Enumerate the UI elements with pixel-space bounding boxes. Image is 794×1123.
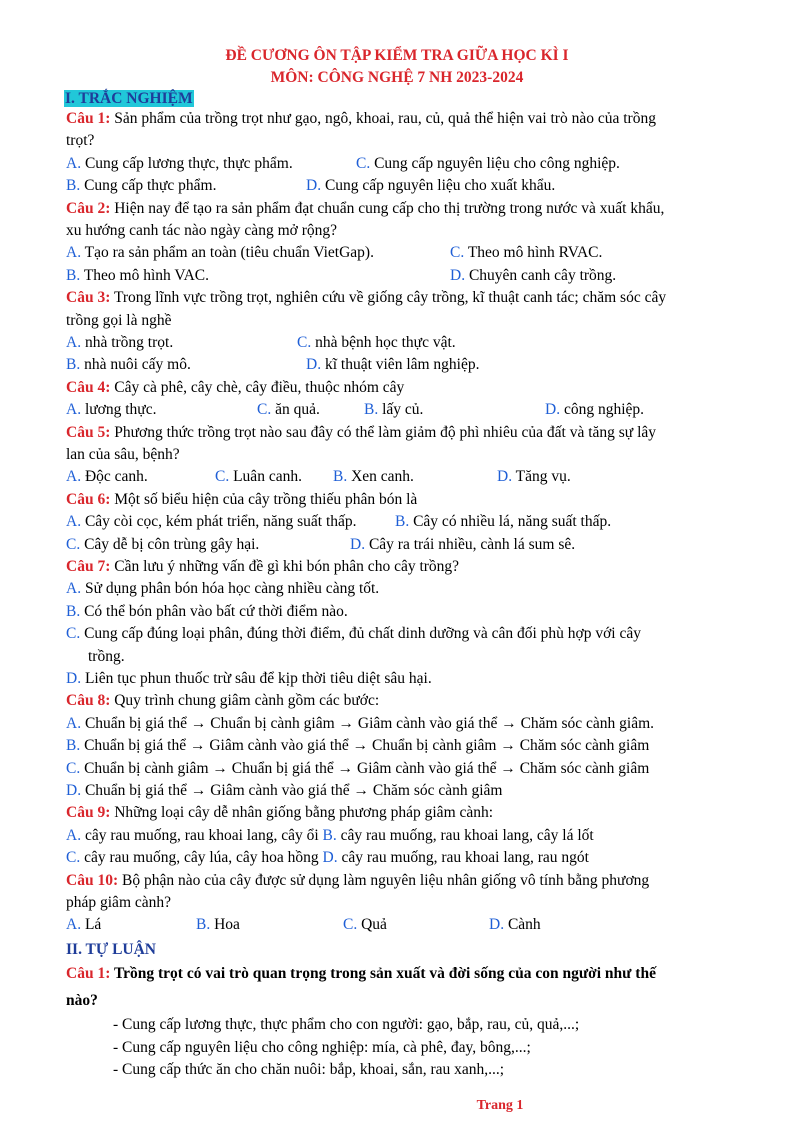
option-text: Có thể bón phân vào bất cứ thời điểm nào. <box>80 602 348 620</box>
option-letter: A. <box>66 916 82 934</box>
option-text: Chuẩn bị cành giâm → Chuẩn bị giá thể → Giâm cành vào giá thể → Chăm sóc cành giâm <box>80 759 650 777</box>
option-letter: B. <box>66 602 81 620</box>
option-text: Cung cấp thực phẩm. <box>80 177 217 195</box>
question-2 <box>66 198 738 288</box>
question-number: Câu 5: <box>66 423 111 441</box>
question-3 <box>66 287 738 377</box>
option-text: nhà bệnh học thực vật. <box>311 334 456 351</box>
options-row <box>66 466 738 488</box>
option-letter: B. <box>66 177 81 195</box>
options-row <box>66 354 738 376</box>
option-letter: C. <box>215 468 230 486</box>
option-text: Lá <box>81 916 102 934</box>
option-text: Cây ra trái nhiều, cành lá sum sê. <box>365 535 576 553</box>
options-row <box>66 265 738 287</box>
option-letter: B. <box>196 916 211 934</box>
option-letter: A. <box>66 334 82 351</box>
option-text: Độc canh. <box>81 468 148 486</box>
options-row <box>66 914 738 936</box>
question-text-cont: nào? <box>66 992 98 1009</box>
question-text: Những loại cây dễ nhân giống bằng phương pháp giâm cành: <box>110 804 494 822</box>
question-text: Trong lĩnh vực trồng trọt, nghiên cứu về giống cây trồng, kĩ thuật canh tác; chăm sóc cây <box>110 289 667 307</box>
options-row <box>66 534 738 556</box>
question-number: Câu 8: <box>66 692 111 710</box>
option-text: Xen canh. <box>347 468 414 486</box>
answer-bullet: - Cung cấp lương thực, thực phẩm cho con người: gạo, bắp, rau, củ, quả,...; <box>113 1016 580 1033</box>
question-8 <box>66 690 738 802</box>
option-letter: D. <box>545 401 561 419</box>
option-letter: B. <box>66 266 81 284</box>
option-text: nhà trồng trọt. <box>81 334 174 351</box>
option-text: Luân canh. <box>229 468 302 486</box>
option-letter: A. <box>66 244 82 262</box>
question-text: Bộ phận nào của cây được sử dụng làm nguyên liệu nhân giống vô tính bằng phương <box>118 871 650 889</box>
option-letter: D. <box>322 849 338 867</box>
option-text: Theo mô hình VAC. <box>80 266 209 284</box>
option-text: Cung cấp lương thực, thực phẩm. <box>81 154 293 172</box>
page-footer <box>0 1095 794 1117</box>
option-letter: B. <box>66 737 81 755</box>
option-letter: A. <box>66 468 82 486</box>
option-text: Chuyên canh cây trồng. <box>465 266 617 284</box>
option-text: Cung cấp đúng loại phân, đúng thời điểm, đủ chất dinh dưỡng và cân đối phù hợp với cây <box>80 625 641 643</box>
question-7 <box>66 556 738 690</box>
option-text: lấy củ. <box>378 401 424 419</box>
option-letter: B. <box>395 513 410 531</box>
option-letter: C. <box>257 401 272 419</box>
option-text: Tăng vụ. <box>512 468 571 486</box>
question-1 <box>66 108 738 198</box>
option-letter: C. <box>343 916 358 934</box>
option-text: Liên tục phun thuốc trừ sâu để kịp thời tiêu diệt sâu hại. <box>81 670 432 687</box>
question-text-cont: trọt? <box>66 132 95 150</box>
option-text: Cây có nhiều lá, năng suất thấp. <box>409 513 612 531</box>
option-text: cây rau muống, rau khoai lang, cây ổi <box>81 826 323 844</box>
option-letter: D. <box>450 266 466 284</box>
question-text-cont: trồng gọi là nghề <box>66 311 172 329</box>
answer-bullet: - Cung cấp thức ăn cho chăn nuôi: bắp, khoai, sắn, rau xanh,...; <box>113 1061 505 1079</box>
section-heading-essay: II. TỰ LUẬN <box>66 941 157 958</box>
option-letter: D. <box>66 670 82 687</box>
document-title: ĐỀ CƯƠNG ÔN TẬP KIỂM TRA GIỮA HỌC KÌ I <box>225 47 569 64</box>
option-letter: D. <box>489 916 505 934</box>
option-letter: D. <box>306 356 322 374</box>
question-text: Phương thức trồng trọt nào sau đây có thể làm giảm độ phì nhiêu của đất và tăng sự lây <box>110 423 657 441</box>
options-row <box>66 399 738 421</box>
question-9 <box>66 802 738 869</box>
option-text: Tạo ra sản phẩm an toàn (tiêu chuẩn VietGap). <box>81 244 374 262</box>
question-number: Câu 9: <box>66 804 111 822</box>
option-letter: A. <box>66 826 82 844</box>
option-letter: D. <box>497 468 513 486</box>
option-text: Theo mô hình RVAC. <box>464 244 603 262</box>
option-letter: C. <box>66 625 81 643</box>
options-row <box>66 175 738 197</box>
option-letter: B. <box>322 826 337 844</box>
answer-bullets <box>113 1014 579 1082</box>
question-number: Câu 1: <box>66 965 111 982</box>
option-letter: A. <box>66 154 82 172</box>
question-6 <box>66 489 738 556</box>
question-text: Trồng trọt có vai trò quan trọng trong sản xuất và đời sống của con người như thế <box>110 965 656 982</box>
option-text: lương thực. <box>81 401 157 419</box>
questions-list <box>66 108 738 937</box>
option-text: Hoa <box>210 916 240 934</box>
option-text: Sử dụng phân bón hóa học càng nhiều càng tốt. <box>81 580 380 598</box>
option-letter: C. <box>356 154 371 172</box>
option-text: Chuẩn bị giá thể → Giâm cành vào giá thể → Chuẩn bị cành giâm → Chăm sóc cành giâm <box>80 737 650 755</box>
answer-bullet: - Cung cấp nguyên liệu cho công nghiệp: mía, cà phê, đay, bông,...; <box>113 1038 531 1056</box>
option-text: Cây còi cọc, kém phát triển, năng suất thấp. <box>81 513 357 531</box>
option-text: cây rau muống, rau khoai lang, rau ngót <box>337 849 589 867</box>
option-text: Cung cấp nguyên liệu cho xuất khẩu. <box>321 177 556 195</box>
option-letter: D. <box>350 535 366 553</box>
question-number: Câu 7: <box>66 557 111 575</box>
option-text: nhà nuôi cấy mô. <box>80 356 191 374</box>
question-number: Câu 10: <box>66 871 119 889</box>
option-letter: B. <box>364 401 379 419</box>
option-text: công nghiệp. <box>560 401 645 419</box>
option-text: ăn quả. <box>271 401 320 419</box>
option-letter: D. <box>66 782 82 800</box>
question-number: Câu 2: <box>66 199 111 217</box>
question-text: Cần lưu ý những vấn đề gì khi bón phân cho cây trồng? <box>110 557 460 575</box>
option-letter: B. <box>333 468 348 486</box>
option-text: cây rau muống, cây lúa, cây hoa hồng <box>80 849 323 867</box>
option-letter: D. <box>306 177 322 195</box>
question-text-cont: xu hướng canh tác nào ngày càng mở rộng? <box>66 222 337 239</box>
option-text: Chuẩn bị giá thể → Chuẩn bị cành giâm → Giâm cành vào giá thể → Chăm sóc cành giâm. <box>81 714 655 732</box>
option-text-cont: trồng. <box>88 647 125 665</box>
essay-question-1 <box>66 960 738 1014</box>
question-text: Sản phẩm của trồng trọt như gạo, ngô, khoai, rau, củ, quả thể hiện vai trò nào của trồng <box>110 110 656 127</box>
option-letter: C. <box>66 759 81 777</box>
options-row <box>66 153 738 175</box>
page-number: Trang 1 <box>476 1098 524 1113</box>
option-text: Quả <box>357 916 387 934</box>
option-letter: C. <box>297 334 312 351</box>
option-text: Chuẩn bị giá thể → Giâm cành vào giá thể → Chăm sóc cành giâm <box>81 782 503 800</box>
option-letter: B. <box>66 356 81 374</box>
question-number: Câu 4: <box>66 378 111 396</box>
option-letter: A. <box>66 714 82 732</box>
option-letter: C. <box>450 244 465 262</box>
option-text: Cung cấp nguyên liệu cho công nghiệp. <box>370 154 620 172</box>
section-heading-label: I. TRẮC NGHIỆM <box>65 90 193 107</box>
option-letter: C. <box>66 535 81 553</box>
option-text: kĩ thuật viên lâm nghiệp. <box>321 356 480 374</box>
option-letter: C. <box>66 849 81 867</box>
question-text: Quy trình chung giâm cành gồm các bước: <box>110 692 380 710</box>
options-row <box>66 242 738 264</box>
option-letter: A. <box>66 401 82 419</box>
option-text: Cành <box>504 916 541 934</box>
question-number: Câu 1: <box>66 110 111 127</box>
option-letter: A. <box>66 513 82 531</box>
question-text: Hiện nay để tạo ra sản phẩm đạt chuẩn cung cấp cho thị trường trong nước và xuất khẩu, <box>110 199 665 217</box>
question-5 <box>66 422 738 489</box>
question-4 <box>66 377 738 422</box>
question-text: Cây cà phê, cây chè, cây điều, thuộc nhóm cây <box>110 378 405 396</box>
question-text-cont: pháp giâm cành? <box>66 894 172 912</box>
options-row <box>66 332 738 354</box>
options-row <box>66 511 738 533</box>
question-number: Câu 6: <box>66 490 111 508</box>
question-10 <box>66 870 738 937</box>
question-text-cont: lan của sâu, bệnh? <box>66 445 180 463</box>
option-letter: A. <box>66 580 82 598</box>
question-text: Một số biểu hiện của cây trồng thiếu phân bón là <box>110 490 418 508</box>
document-subtitle: MÔN: CÔNG NGHỆ 7 NH 2023-2024 <box>270 69 524 86</box>
question-number: Câu 3: <box>66 289 111 307</box>
option-text: cây rau muống, rau khoai lang, cây lá lốt <box>336 826 594 844</box>
option-text: Cây dễ bị côn trùng gây hại. <box>80 535 260 553</box>
